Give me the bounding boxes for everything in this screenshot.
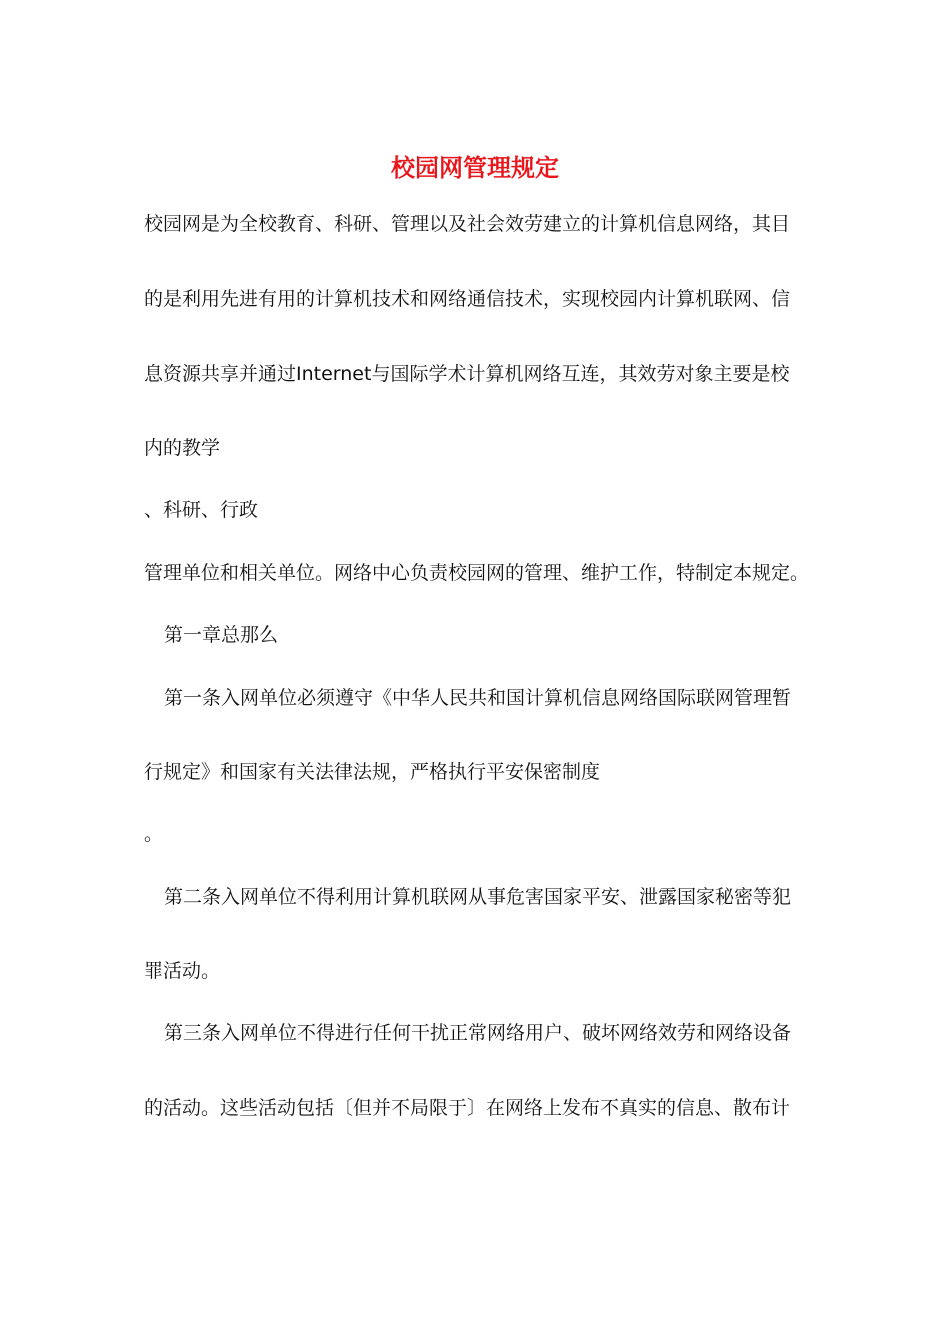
document-title: 校园网管理规定 xyxy=(391,153,559,182)
paragraph-line: 内的教学 xyxy=(144,437,221,459)
paragraph-line: 、科研、行政 xyxy=(144,499,259,521)
chapter-heading: 第一章总那么 xyxy=(164,624,279,646)
article-line: 行规定》和国家有关法律法规，严格执行平安保密制度 xyxy=(144,761,601,783)
paragraph-line: 息资源共享并通过Internet与国际学术计算机网络互连，其效劳对象主要是校 xyxy=(144,363,790,385)
article-line: 。 xyxy=(144,823,164,845)
article-line: 第三条入网单位不得进行任何干扰正常网络用户、破坏网络效劳和网络设备 xyxy=(164,1022,792,1044)
article-line: 第一条入网单位必须遵守《中华人民共和国计算机信息网络国际联网管理暂 xyxy=(164,687,792,709)
paragraph-line: 校园网是为全校教育、科研、管理以及社会效劳建立的计算机信息网络，其目 xyxy=(144,213,791,235)
paragraph-line: 管理单位和相关单位。网络中心负责校园网的管理、维护工作，特制定本规定。 xyxy=(144,562,810,584)
article-line: 第二条入网单位不得利用计算机联网从事危害国家平安、泄露国家秘密等犯 xyxy=(164,886,792,908)
paragraph-line: 的是利用先进有用的计算机技术和网络通信技术，实现校园内计算机联网、信 xyxy=(144,288,791,310)
article-line: 的活动。这些活动包括〔但并不局限于〕在网络上发布不真实的信息、散布计 xyxy=(144,1097,791,1119)
article-line: 罪活动。 xyxy=(144,960,221,982)
